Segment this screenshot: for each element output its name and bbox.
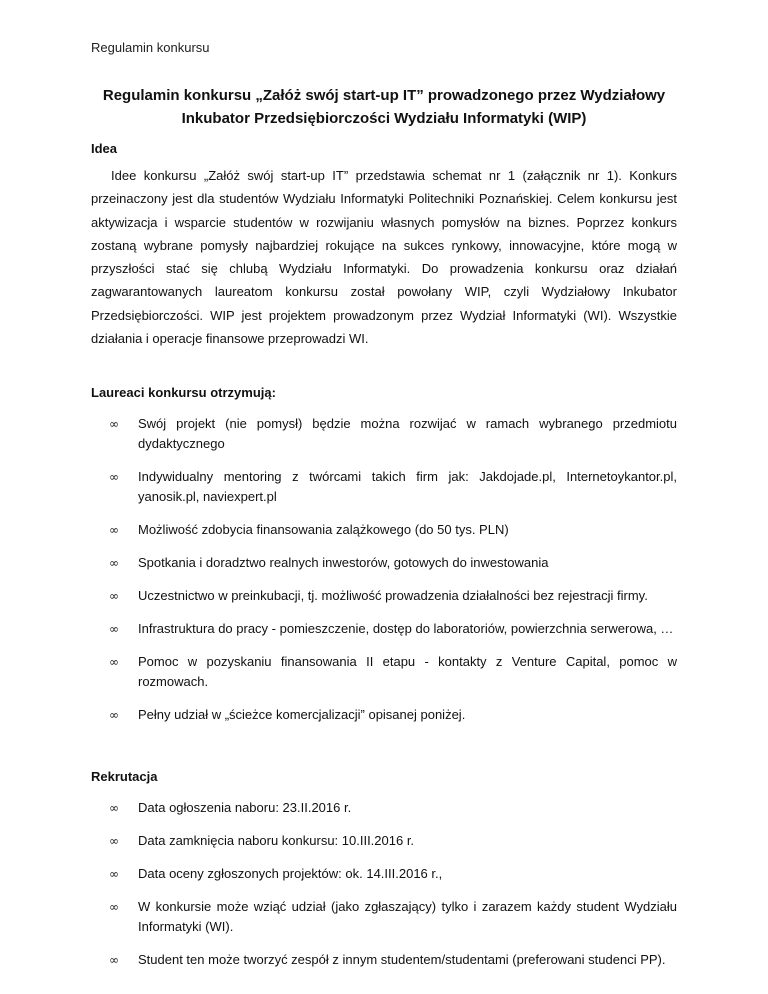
- bullet-icon: ∞: [109, 801, 119, 816]
- document-title: Regulamin konkursu „Załóż swój start-up IT” prowadzonego przez Wydziałowy Inkubator Przedsiębiorczości Wydziału Informatyki (WIP): [102, 87, 666, 127]
- list-item-text: Infrastruktura do pracy - pomieszczenie, dostęp do laboratoriów, powierzchnia serwerowa, …: [138, 621, 674, 637]
- list-item: [91, 520, 677, 540]
- bullet-icon: ∞: [109, 708, 119, 723]
- laureaci-list: [91, 414, 677, 725]
- bullet-icon: ∞: [109, 470, 119, 485]
- list-item-text: Swój projekt (nie pomysł) będzie można rozwijać w ramach wybranego przedmiotu dydaktycznego: [138, 416, 677, 452]
- list-item: [91, 586, 677, 606]
- document-body: [91, 84, 677, 983]
- list-item: [91, 619, 677, 639]
- section-heading-laureaci: Laureaci konkursu otrzymują:: [91, 385, 276, 401]
- list-item-text: Data ogłoszenia naboru: 23.II.2016 r.: [138, 800, 352, 816]
- bullet-icon: ∞: [109, 834, 119, 849]
- list-item: [91, 864, 677, 884]
- bullet-icon: ∞: [109, 556, 119, 571]
- bullet-icon: ∞: [109, 589, 119, 604]
- list-item: [91, 553, 677, 573]
- rekrutacja-list: [91, 798, 677, 970]
- list-item-text: Pomoc w pozyskaniu finansowania II etapu - kontakty z Venture Capital, pomoc w rozmowach.: [138, 654, 677, 690]
- list-item-text: Indywidualny mentoring z twórcami takich firm jak: Jakdojade.pl, Internetoykantor.pl, yanosik.pl, naviexpert.pl: [138, 469, 677, 505]
- list-item-text: Uczestnictwo w preinkubacji, tj. możliwość prowadzenia działalności bez rejestracji firmy.: [138, 588, 648, 604]
- bullet-icon: ∞: [109, 622, 119, 637]
- list-item: [91, 705, 677, 725]
- list-item: [91, 652, 677, 692]
- list-item: [91, 467, 677, 507]
- list-item: [91, 950, 677, 970]
- bullet-icon: ∞: [109, 867, 119, 882]
- list-item-text: Student ten może tworzyć zespół z innym studentem/studentami (preferowani studenci PP).: [138, 952, 666, 968]
- list-item: [91, 897, 677, 937]
- bullet-icon: ∞: [109, 417, 119, 432]
- list-item-text: Data zamknięcia naboru konkursu: 10.III.2016 r.: [138, 833, 415, 849]
- section-heading-idea: Idea: [91, 141, 118, 156]
- list-item-text: W konkursie może wziąć udział (jako zgłaszający) tylko i zarazem każdy student Wydziału Informatyki (WI).: [138, 899, 677, 935]
- list-item: [91, 798, 677, 818]
- list-item-text: Spotkania i doradztwo realnych inwestorów, gotowych do inwestowania: [138, 555, 549, 571]
- list-item-text: Data oceny zgłoszonych projektów: ok. 14.III.2016 r.,: [138, 866, 443, 882]
- bullet-icon: ∞: [109, 953, 119, 968]
- bullet-icon: ∞: [109, 655, 119, 670]
- idea-paragraph: Idee konkursu „Załóż swój start-up IT” przedstawia schemat nr 1 (załącznik nr 1). Konkurs przeinaczony jest dla studentów Wydziału Informatyki Politechniki Poznańskiej. Celem konkursu jest aktywizacja i wsparcie studentów w rozwijaniu własnych pomysłów na biznes. Poprzez konkurs zostaną wybrane pomysły najbardziej rokujące na sukces rynkowy, innowacyjne, które mogą w przyszłości stać się chlubą Wydziału Informatyki. Do prowadzenia konkursu oraz działań zagwarantowanych laureatom konkursu został powołany WIP, czyli Wydziałowy Inkubator Przedsiębiorczości. WIP jest projektem prowadzonym przez Wydział Informatyki (WI). Wszystkie działania i operacje finansowe przeprowadzi WI.: [91, 168, 677, 347]
- list-item-text: Możliwość zdobycia finansowania zalążkowego (do 50 tys. PLN): [138, 522, 509, 538]
- section-heading-rekrutacja: Rekrutacja: [91, 769, 158, 785]
- bullet-icon: ∞: [109, 900, 119, 915]
- bullet-icon: ∞: [109, 523, 119, 538]
- list-item: [91, 414, 677, 454]
- running-header: Regulamin konkursu: [91, 40, 210, 55]
- list-item: [91, 831, 677, 851]
- list-item-text: Pełny udział w „ścieżce komercjalizacji” opisanej poniżej.: [138, 707, 466, 723]
